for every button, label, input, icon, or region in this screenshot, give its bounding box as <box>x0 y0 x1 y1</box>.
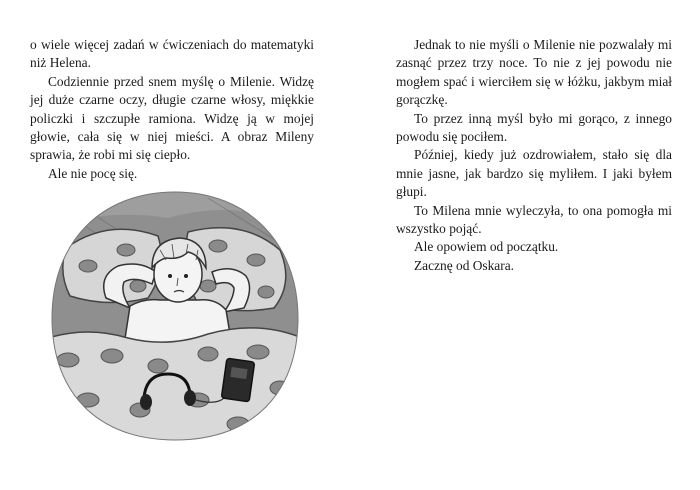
paragraph: Codziennie przed snem myślę o Milenie. Widzę jej duże czarne oczy, długie czarne włosy, miękkie policzki i szczupłe ramiona. Widzę ją w mojej głowie, cała się w niej mieści. A obraz Mileny sprawia, że robi mi się ciepło. <box>30 73 314 163</box>
paragraph: Ale nie poсę się. <box>48 165 138 181</box>
paragraph: o wiele więcej zadań w ćwiczeniach do matematyki niż Helena. <box>30 37 314 71</box>
right-page <box>350 0 700 490</box>
paragraph: Jednak to nie myśli o Milenie nie pozwalały mi zasnąć przez trzy noce. To nie z jej powodu nie mogłem spać i wierciłem się w łóżku, jakbym miał gorączkę. <box>396 37 672 108</box>
left-text-column <box>30 36 314 183</box>
boy-in-bed-illustration <box>48 188 302 443</box>
paragraph: Zacznę od Oskara. <box>414 257 515 273</box>
right-text-column <box>396 36 672 275</box>
paragraph: Ale opowiem od początku. <box>414 239 559 255</box>
paragraph: To Milena mnie wyleczyła, to ona pomogła mi wszystko pojąć. <box>396 202 672 237</box>
paragraph: Później, kiedy już ozdrowiałem, stało się dla mnie jasne, jak bardzo się myliłem. I jaki byłem głupi. <box>396 147 672 200</box>
paragraph: To przez inną myśl było mi gorąco, z innego powodu się pociłem. <box>396 110 672 145</box>
